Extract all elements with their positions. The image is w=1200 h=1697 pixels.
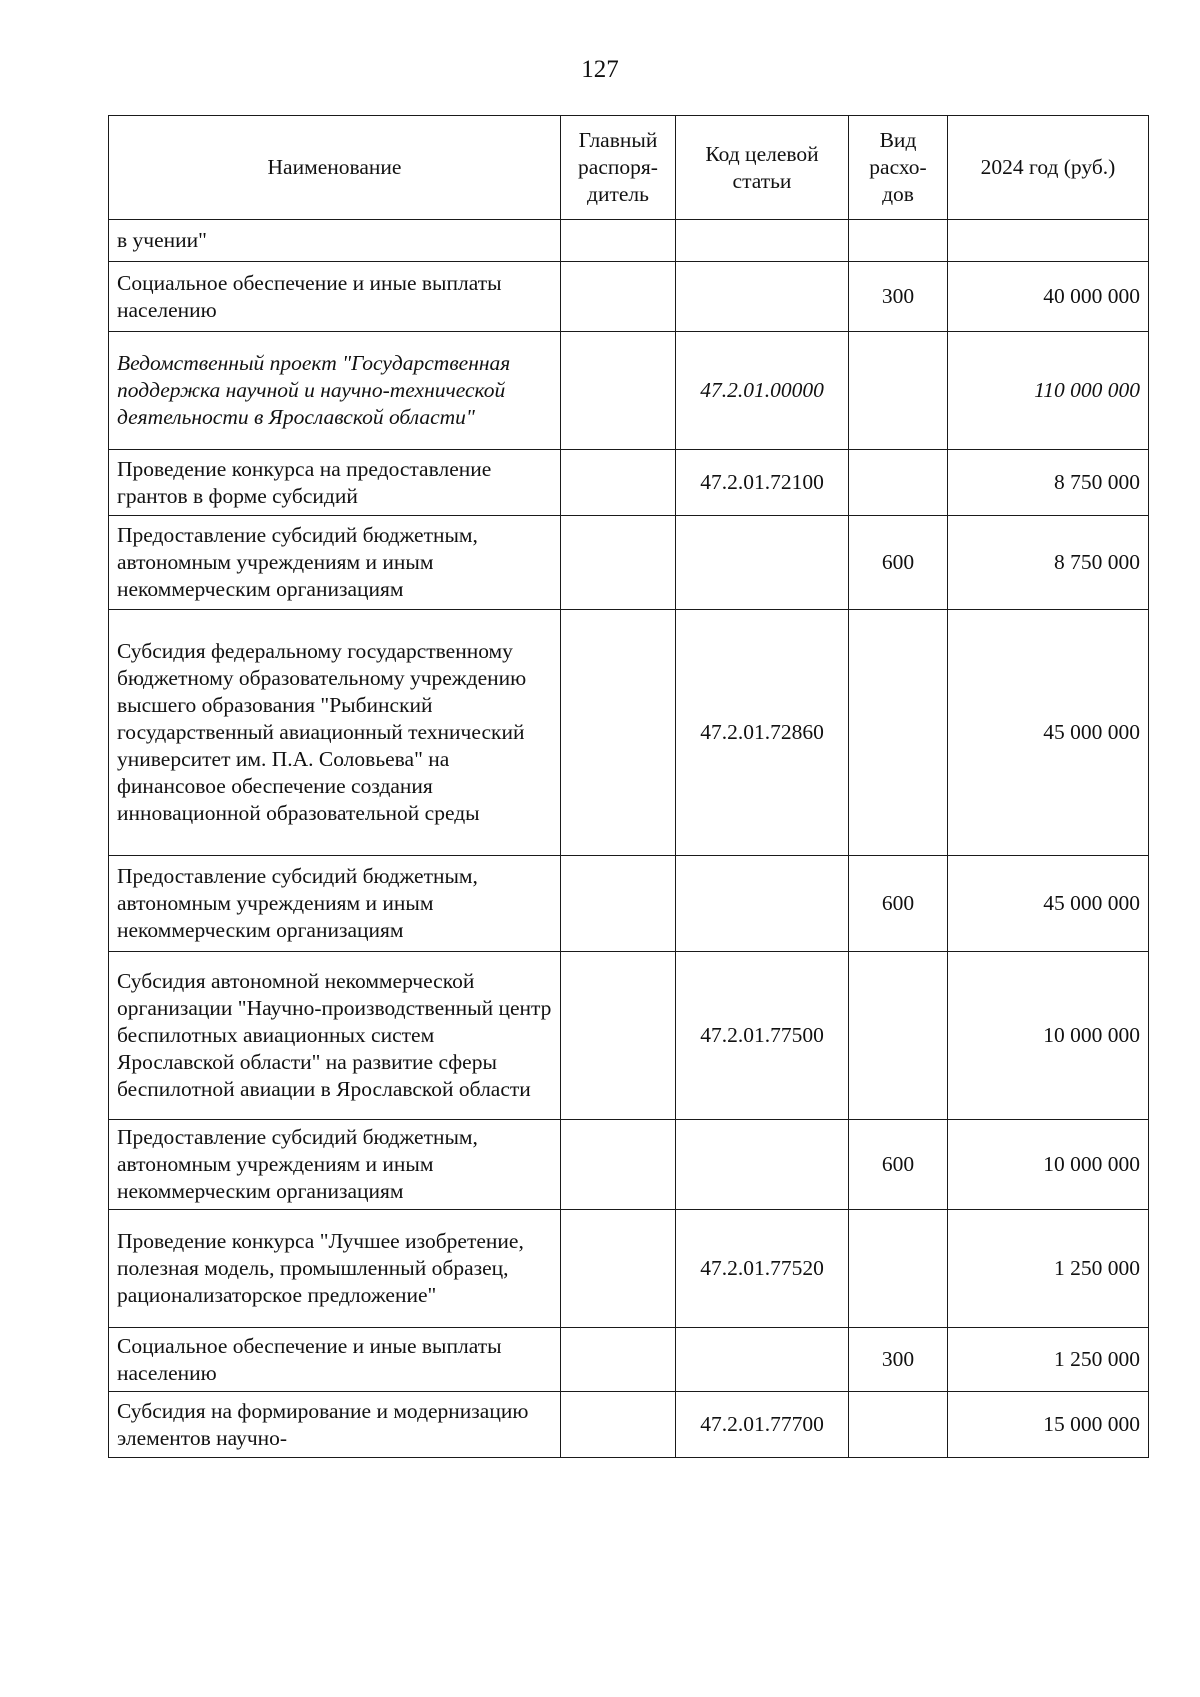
cell-amount: 1 250 000 — [948, 1210, 1149, 1328]
cell-kind — [849, 220, 948, 262]
table-row — [109, 450, 1149, 516]
cell-kind — [849, 1210, 948, 1328]
cell-name: Социальное обеспечение и иные выплаты населению — [109, 262, 561, 332]
cell-amount: 8 750 000 — [948, 516, 1149, 610]
cell-code — [676, 262, 849, 332]
table-body — [109, 220, 1149, 1458]
cell-kind — [849, 1392, 948, 1458]
cell-admin — [561, 1328, 676, 1392]
cell-amount: 10 000 000 — [948, 952, 1149, 1120]
cell-name: Ведомственный проект "Государственная поддержка научной и научно-технической деятельности в Ярославской области" — [109, 332, 561, 450]
cell-name: Предоставление субсидий бюджетным, автономным учреждениям и иным некоммерческим организациям — [109, 1120, 561, 1210]
cell-name: Предоставление субсидий бюджетным, автономным учреждениям и иным некоммерческим организациям — [109, 516, 561, 610]
cell-admin — [561, 450, 676, 516]
cell-admin — [561, 610, 676, 856]
cell-kind — [849, 332, 948, 450]
cell-kind: 300 — [849, 262, 948, 332]
cell-amount: 15 000 000 — [948, 1392, 1149, 1458]
cell-code: 47.2.01.72860 — [676, 610, 849, 856]
cell-name: Субсидия автономной некоммерческой организации "Научно-производственный центр беспилотных авиационных систем Ярославской области" на развитие сферы беспилотной авиации в Ярославской области — [109, 952, 561, 1120]
cell-code — [676, 220, 849, 262]
table-row — [109, 952, 1149, 1120]
table-row — [109, 262, 1149, 332]
cell-amount: 45 000 000 — [948, 856, 1149, 952]
table-row — [109, 332, 1149, 450]
budget-table — [108, 115, 1149, 1458]
cell-name: Субсидия на формирование и модернизацию элементов научно- — [109, 1392, 561, 1458]
cell-code — [676, 856, 849, 952]
cell-kind — [849, 952, 948, 1120]
cell-name: Субсидия федеральному государственному бюджетному образовательному учреждению высшего образования "Рыбинский государственный авиационный технический университет им. П.А. Соловьева" на финансовое обеспечение создания инновационной образовательной среды — [109, 610, 561, 856]
cell-code — [676, 1120, 849, 1210]
page-number: 127 — [581, 56, 619, 83]
cell-code: 47.2.01.72100 — [676, 450, 849, 516]
table-row — [109, 856, 1149, 952]
header-kind: Вид расхо-дов — [849, 116, 948, 220]
table-row — [109, 1210, 1149, 1328]
cell-code: 47.2.01.77500 — [676, 952, 849, 1120]
cell-admin — [561, 332, 676, 450]
table-row — [109, 610, 1149, 856]
header-admin: Главный распоря-дитель — [561, 116, 676, 220]
cell-kind: 600 — [849, 516, 948, 610]
table-row — [109, 1328, 1149, 1392]
cell-admin — [561, 856, 676, 952]
cell-code: 47.2.01.00000 — [676, 332, 849, 450]
cell-name: Проведение конкурса на предоставление грантов в форме субсидий — [109, 450, 561, 516]
cell-admin — [561, 262, 676, 332]
cell-kind: 600 — [849, 1120, 948, 1210]
table-row — [109, 220, 1149, 262]
cell-admin — [561, 952, 676, 1120]
cell-admin — [561, 220, 676, 262]
table-row — [109, 1392, 1149, 1458]
cell-name: Социальное обеспечение и иные выплаты населению — [109, 1328, 561, 1392]
header-amount: 2024 год (руб.) — [948, 116, 1149, 220]
table-header-row — [109, 116, 1149, 220]
cell-admin — [561, 1210, 676, 1328]
cell-amount — [948, 220, 1149, 262]
cell-name: Проведение конкурса "Лучшее изобретение, полезная модель, промышленный образец, рационализаторское предложение" — [109, 1210, 561, 1328]
table-row — [109, 516, 1149, 610]
cell-amount: 10 000 000 — [948, 1120, 1149, 1210]
cell-kind: 300 — [849, 1328, 948, 1392]
cell-amount: 45 000 000 — [948, 610, 1149, 856]
header-code: Код целевой статьи — [676, 116, 849, 220]
cell-kind — [849, 610, 948, 856]
cell-admin — [561, 516, 676, 610]
cell-code: 47.2.01.77520 — [676, 1210, 849, 1328]
cell-amount: 110 000 000 — [948, 332, 1149, 450]
table-row — [109, 1120, 1149, 1210]
cell-code — [676, 1328, 849, 1392]
cell-name: в учении" — [109, 220, 561, 262]
cell-amount: 1 250 000 — [948, 1328, 1149, 1392]
cell-kind: 600 — [849, 856, 948, 952]
cell-code: 47.2.01.77700 — [676, 1392, 849, 1458]
cell-code — [676, 516, 849, 610]
cell-amount: 40 000 000 — [948, 262, 1149, 332]
cell-admin — [561, 1120, 676, 1210]
header-name: Наименование — [109, 116, 561, 220]
cell-name: Предоставление субсидий бюджетным, автономным учреждениям и иным некоммерческим организациям — [109, 856, 561, 952]
cell-amount: 8 750 000 — [948, 450, 1149, 516]
cell-kind — [849, 450, 948, 516]
cell-admin — [561, 1392, 676, 1458]
